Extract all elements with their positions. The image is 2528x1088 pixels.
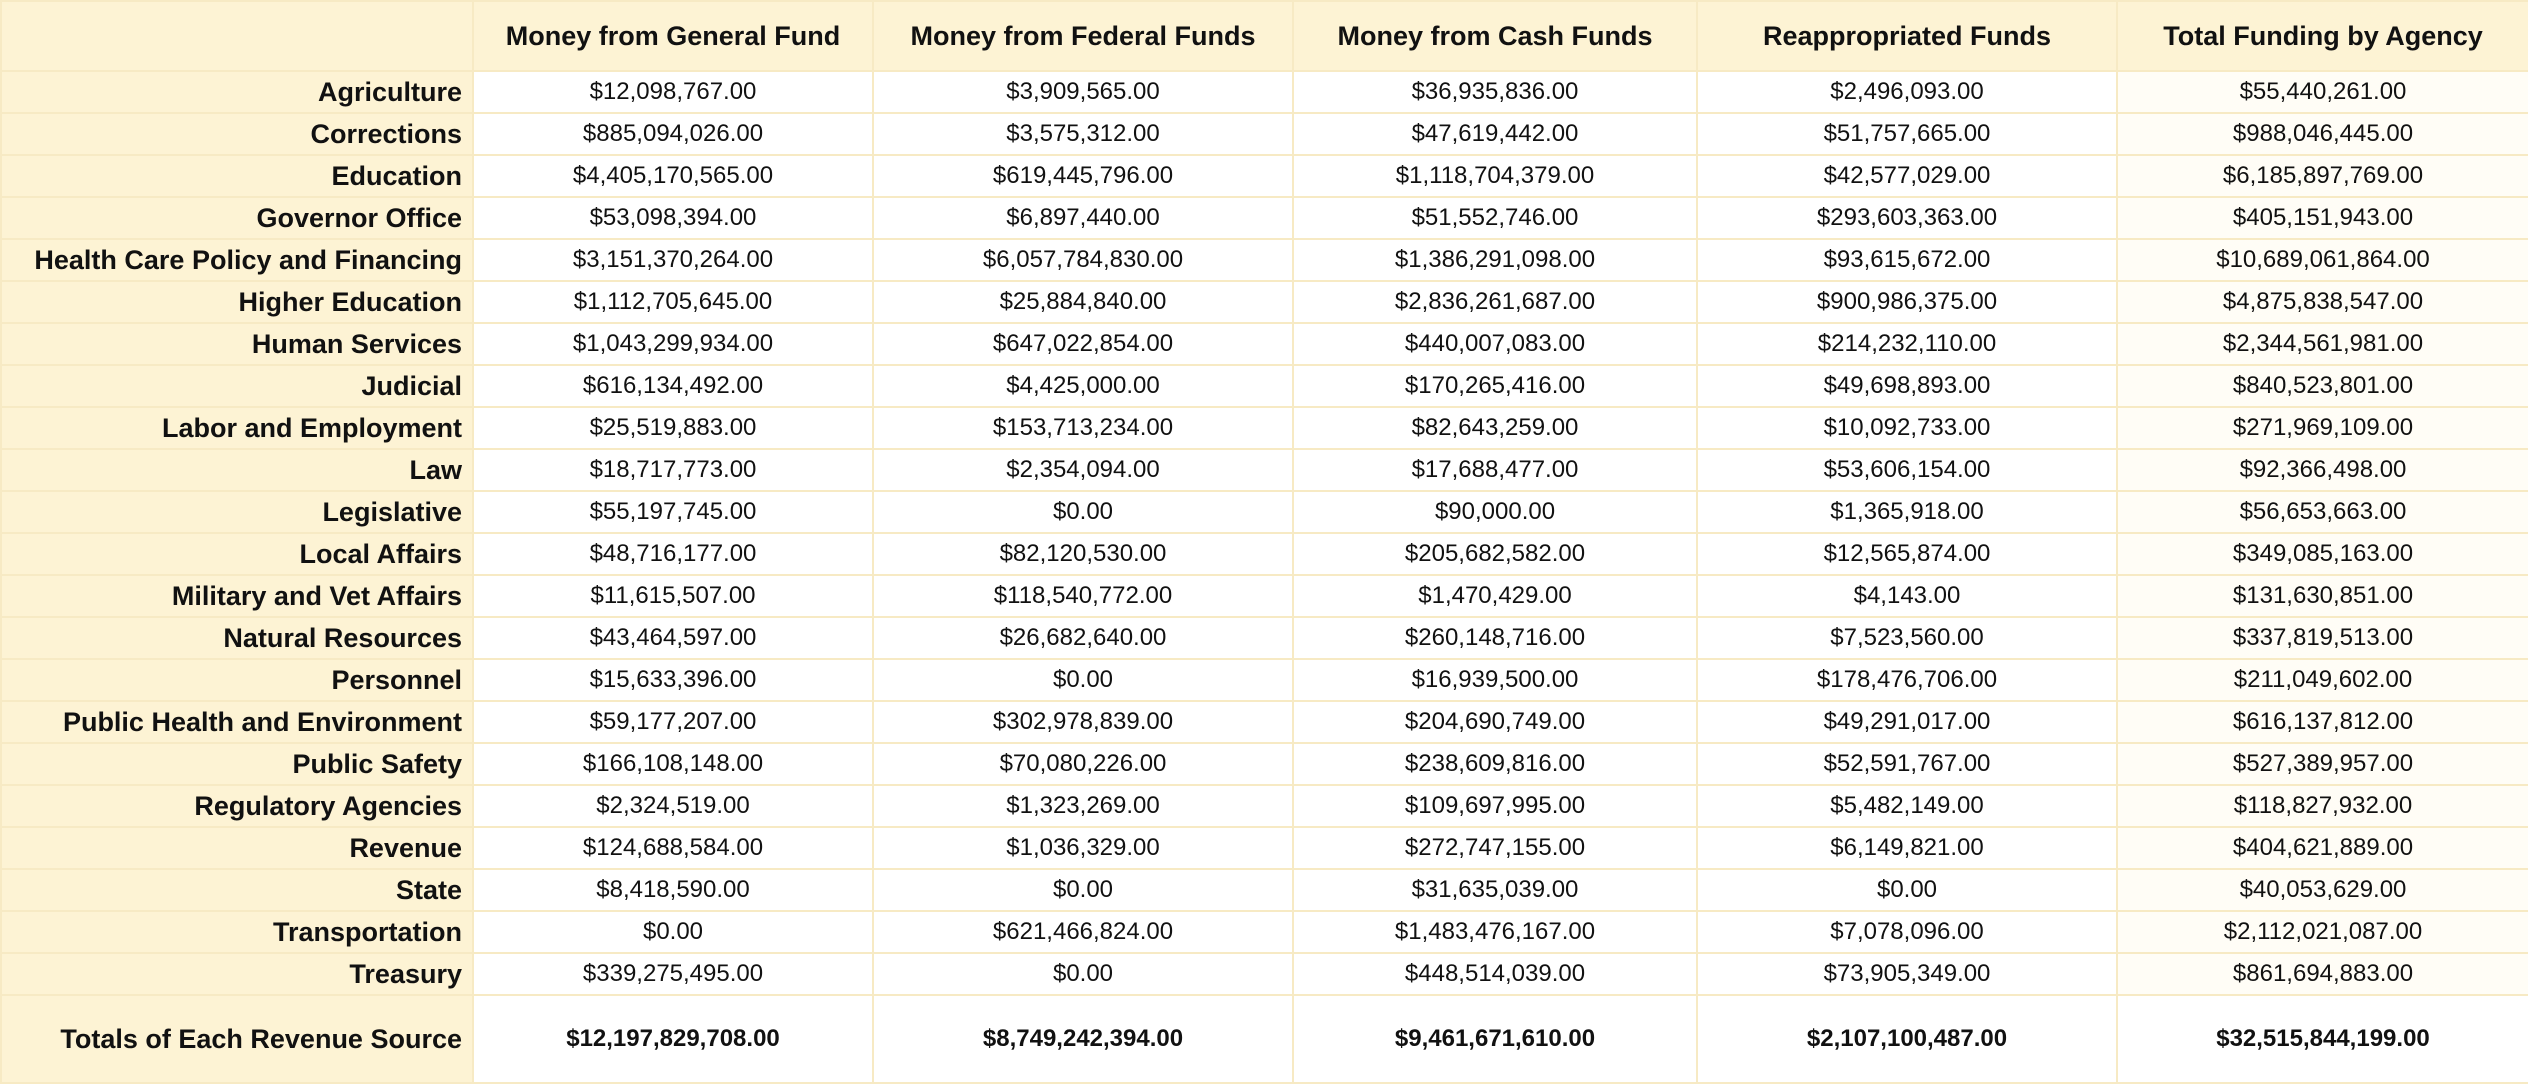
reappropriated-funds-cell: $51,757,665.00 (1697, 113, 2117, 155)
reappropriated-funds-cell: $93,615,672.00 (1697, 239, 2117, 281)
general-fund-cell: $339,275,495.00 (473, 953, 873, 995)
corner-cell (1, 1, 473, 71)
table-row (1, 113, 2528, 155)
table-row (1, 281, 2528, 323)
cash-funds-cell: $440,007,083.00 (1293, 323, 1697, 365)
general-fund-cell: $15,633,396.00 (473, 659, 873, 701)
general-fund-cell: $885,094,026.00 (473, 113, 873, 155)
federal-funds-cell: $619,445,796.00 (873, 155, 1293, 197)
totals-row (1, 995, 2528, 1083)
agency-name: Personnel (1, 659, 473, 701)
general-fund-cell: $25,519,883.00 (473, 407, 873, 449)
header-row (1, 1, 2528, 71)
general-fund-cell: $1,043,299,934.00 (473, 323, 873, 365)
general-fund-cell: $8,418,590.00 (473, 869, 873, 911)
reappropriated-funds-cell: $73,905,349.00 (1697, 953, 2117, 995)
general-fund-cell: $59,177,207.00 (473, 701, 873, 743)
cash-funds-cell: $31,635,039.00 (1293, 869, 1697, 911)
total-federal-funds: $8,749,242,394.00 (873, 995, 1293, 1083)
table-row (1, 617, 2528, 659)
table-row (1, 827, 2528, 869)
table-row (1, 239, 2528, 281)
table-row (1, 911, 2528, 953)
reappropriated-funds-cell: $5,482,149.00 (1697, 785, 2117, 827)
cash-funds-cell: $16,939,500.00 (1293, 659, 1697, 701)
cash-funds-cell: $1,470,429.00 (1293, 575, 1697, 617)
total-funding-cell: $271,969,109.00 (2117, 407, 2528, 449)
total-reappropriated-funds: $2,107,100,487.00 (1697, 995, 2117, 1083)
federal-funds-cell: $0.00 (873, 491, 1293, 533)
cash-funds-cell: $109,697,995.00 (1293, 785, 1697, 827)
general-fund-cell: $616,134,492.00 (473, 365, 873, 407)
agency-name: Regulatory Agencies (1, 785, 473, 827)
agency-name: Human Services (1, 323, 473, 365)
reappropriated-funds-cell: $6,149,821.00 (1697, 827, 2117, 869)
cash-funds-cell: $205,682,582.00 (1293, 533, 1697, 575)
federal-funds-cell: $6,897,440.00 (873, 197, 1293, 239)
cash-funds-cell: $51,552,746.00 (1293, 197, 1697, 239)
general-fund-cell: $53,098,394.00 (473, 197, 873, 239)
general-fund-cell: $4,405,170,565.00 (473, 155, 873, 197)
table-row (1, 491, 2528, 533)
federal-funds-cell: $70,080,226.00 (873, 743, 1293, 785)
reappropriated-funds-cell: $293,603,363.00 (1697, 197, 2117, 239)
total-funding-cell: $118,827,932.00 (2117, 785, 2528, 827)
agency-name: Treasury (1, 953, 473, 995)
reappropriated-funds-cell: $0.00 (1697, 869, 2117, 911)
reappropriated-funds-cell: $178,476,706.00 (1697, 659, 2117, 701)
federal-funds-cell: $0.00 (873, 953, 1293, 995)
federal-funds-cell: $25,884,840.00 (873, 281, 1293, 323)
table-row (1, 323, 2528, 365)
general-fund-cell: $0.00 (473, 911, 873, 953)
federal-funds-cell: $621,466,824.00 (873, 911, 1293, 953)
agency-name: Public Health and Environment (1, 701, 473, 743)
table-row (1, 869, 2528, 911)
table-row (1, 197, 2528, 239)
cash-funds-cell: $272,747,155.00 (1293, 827, 1697, 869)
reappropriated-funds-cell: $7,523,560.00 (1697, 617, 2117, 659)
agency-name: Higher Education (1, 281, 473, 323)
general-fund-cell: $166,108,148.00 (473, 743, 873, 785)
general-fund-cell: $43,464,597.00 (473, 617, 873, 659)
agency-name: State (1, 869, 473, 911)
federal-funds-cell: $1,323,269.00 (873, 785, 1293, 827)
cash-funds-cell: $17,688,477.00 (1293, 449, 1697, 491)
general-fund-cell: $3,151,370,264.00 (473, 239, 873, 281)
cash-funds-cell: $82,643,259.00 (1293, 407, 1697, 449)
column-header-reappropriated-funds: Reappropriated Funds (1697, 1, 2117, 71)
general-fund-cell: $2,324,519.00 (473, 785, 873, 827)
grand-total: $32,515,844,199.00 (2117, 995, 2528, 1083)
cash-funds-cell: $2,836,261,687.00 (1293, 281, 1697, 323)
federal-funds-cell: $0.00 (873, 869, 1293, 911)
table-row (1, 659, 2528, 701)
total-general-fund: $12,197,829,708.00 (473, 995, 873, 1083)
table-row (1, 575, 2528, 617)
total-funding-cell: $405,151,943.00 (2117, 197, 2528, 239)
total-funding-cell: $56,653,663.00 (2117, 491, 2528, 533)
table-row (1, 785, 2528, 827)
agency-name: Labor and Employment (1, 407, 473, 449)
reappropriated-funds-cell: $52,591,767.00 (1697, 743, 2117, 785)
cash-funds-cell: $260,148,716.00 (1293, 617, 1697, 659)
federal-funds-cell: $153,713,234.00 (873, 407, 1293, 449)
cash-funds-cell: $47,619,442.00 (1293, 113, 1697, 155)
agency-name: Corrections (1, 113, 473, 155)
general-fund-cell: $18,717,773.00 (473, 449, 873, 491)
table-row (1, 953, 2528, 995)
total-funding-cell: $861,694,883.00 (2117, 953, 2528, 995)
reappropriated-funds-cell: $10,092,733.00 (1697, 407, 2117, 449)
agency-name: Law (1, 449, 473, 491)
agency-name: Legislative (1, 491, 473, 533)
federal-funds-cell: $647,022,854.00 (873, 323, 1293, 365)
reappropriated-funds-cell: $2,496,093.00 (1697, 71, 2117, 113)
agency-name: Health Care Policy and Financing (1, 239, 473, 281)
cash-funds-cell: $238,609,816.00 (1293, 743, 1697, 785)
column-header-total-funding: Total Funding by Agency (2117, 1, 2528, 71)
total-funding-cell: $404,621,889.00 (2117, 827, 2528, 869)
cash-funds-cell: $90,000.00 (1293, 491, 1697, 533)
general-fund-cell: $124,688,584.00 (473, 827, 873, 869)
table-row (1, 701, 2528, 743)
reappropriated-funds-cell: $53,606,154.00 (1697, 449, 2117, 491)
general-fund-cell: $48,716,177.00 (473, 533, 873, 575)
federal-funds-cell: $82,120,530.00 (873, 533, 1293, 575)
total-funding-cell: $55,440,261.00 (2117, 71, 2528, 113)
general-fund-cell: $11,615,507.00 (473, 575, 873, 617)
reappropriated-funds-cell: $4,143.00 (1697, 575, 2117, 617)
federal-funds-cell: $3,575,312.00 (873, 113, 1293, 155)
total-funding-cell: $40,053,629.00 (2117, 869, 2528, 911)
table-row (1, 533, 2528, 575)
agency-name: Military and Vet Affairs (1, 575, 473, 617)
federal-funds-cell: $2,354,094.00 (873, 449, 1293, 491)
table-row (1, 155, 2528, 197)
reappropriated-funds-cell: $49,698,893.00 (1697, 365, 2117, 407)
reappropriated-funds-cell: $12,565,874.00 (1697, 533, 2117, 575)
agency-name: Judicial (1, 365, 473, 407)
reappropriated-funds-cell: $900,986,375.00 (1697, 281, 2117, 323)
general-fund-cell: $1,112,705,645.00 (473, 281, 873, 323)
federal-funds-cell: $1,036,329.00 (873, 827, 1293, 869)
federal-funds-cell: $26,682,640.00 (873, 617, 1293, 659)
federal-funds-cell: $0.00 (873, 659, 1293, 701)
cash-funds-cell: $170,265,416.00 (1293, 365, 1697, 407)
table-row (1, 449, 2528, 491)
federal-funds-cell: $118,540,772.00 (873, 575, 1293, 617)
agency-name: Education (1, 155, 473, 197)
general-fund-cell: $55,197,745.00 (473, 491, 873, 533)
agency-name: Governor Office (1, 197, 473, 239)
column-header-federal-funds: Money from Federal Funds (873, 1, 1293, 71)
cash-funds-cell: $36,935,836.00 (1293, 71, 1697, 113)
total-funding-cell: $2,112,021,087.00 (2117, 911, 2528, 953)
reappropriated-funds-cell: $42,577,029.00 (1697, 155, 2117, 197)
agency-name: Natural Resources (1, 617, 473, 659)
total-funding-cell: $2,344,561,981.00 (2117, 323, 2528, 365)
cash-funds-cell: $1,386,291,098.00 (1293, 239, 1697, 281)
total-funding-cell: $840,523,801.00 (2117, 365, 2528, 407)
agency-name: Agriculture (1, 71, 473, 113)
total-cash-funds: $9,461,671,610.00 (1293, 995, 1697, 1083)
total-funding-cell: $10,689,061,864.00 (2117, 239, 2528, 281)
column-header-cash-funds: Money from Cash Funds (1293, 1, 1697, 71)
total-funding-cell: $988,046,445.00 (2117, 113, 2528, 155)
total-funding-cell: $131,630,851.00 (2117, 575, 2528, 617)
cash-funds-cell: $1,483,476,167.00 (1293, 911, 1697, 953)
total-funding-cell: $337,819,513.00 (2117, 617, 2528, 659)
total-funding-cell: $92,366,498.00 (2117, 449, 2528, 491)
table-row (1, 71, 2528, 113)
agency-name: Revenue (1, 827, 473, 869)
cash-funds-cell: $448,514,039.00 (1293, 953, 1697, 995)
general-fund-cell: $12,098,767.00 (473, 71, 873, 113)
table-row (1, 407, 2528, 449)
table-body (1, 71, 2528, 995)
federal-funds-cell: $4,425,000.00 (873, 365, 1293, 407)
reappropriated-funds-cell: $7,078,096.00 (1697, 911, 2117, 953)
total-funding-cell: $4,875,838,547.00 (2117, 281, 2528, 323)
total-funding-cell: $616,137,812.00 (2117, 701, 2528, 743)
agency-name: Transportation (1, 911, 473, 953)
agency-name: Local Affairs (1, 533, 473, 575)
federal-funds-cell: $6,057,784,830.00 (873, 239, 1293, 281)
reappropriated-funds-cell: $1,365,918.00 (1697, 491, 2117, 533)
reappropriated-funds-cell: $214,232,110.00 (1697, 323, 2117, 365)
total-funding-cell: $211,049,602.00 (2117, 659, 2528, 701)
column-header-general-fund: Money from General Fund (473, 1, 873, 71)
table-row (1, 365, 2528, 407)
federal-funds-cell: $3,909,565.00 (873, 71, 1293, 113)
agency-name: Public Safety (1, 743, 473, 785)
totals-label: Totals of Each Revenue Source (1, 995, 473, 1083)
cash-funds-cell: $1,118,704,379.00 (1293, 155, 1697, 197)
reappropriated-funds-cell: $49,291,017.00 (1697, 701, 2117, 743)
federal-funds-cell: $302,978,839.00 (873, 701, 1293, 743)
total-funding-cell: $527,389,957.00 (2117, 743, 2528, 785)
cash-funds-cell: $204,690,749.00 (1293, 701, 1697, 743)
table-row (1, 743, 2528, 785)
total-funding-cell: $349,085,163.00 (2117, 533, 2528, 575)
total-funding-cell: $6,185,897,769.00 (2117, 155, 2528, 197)
